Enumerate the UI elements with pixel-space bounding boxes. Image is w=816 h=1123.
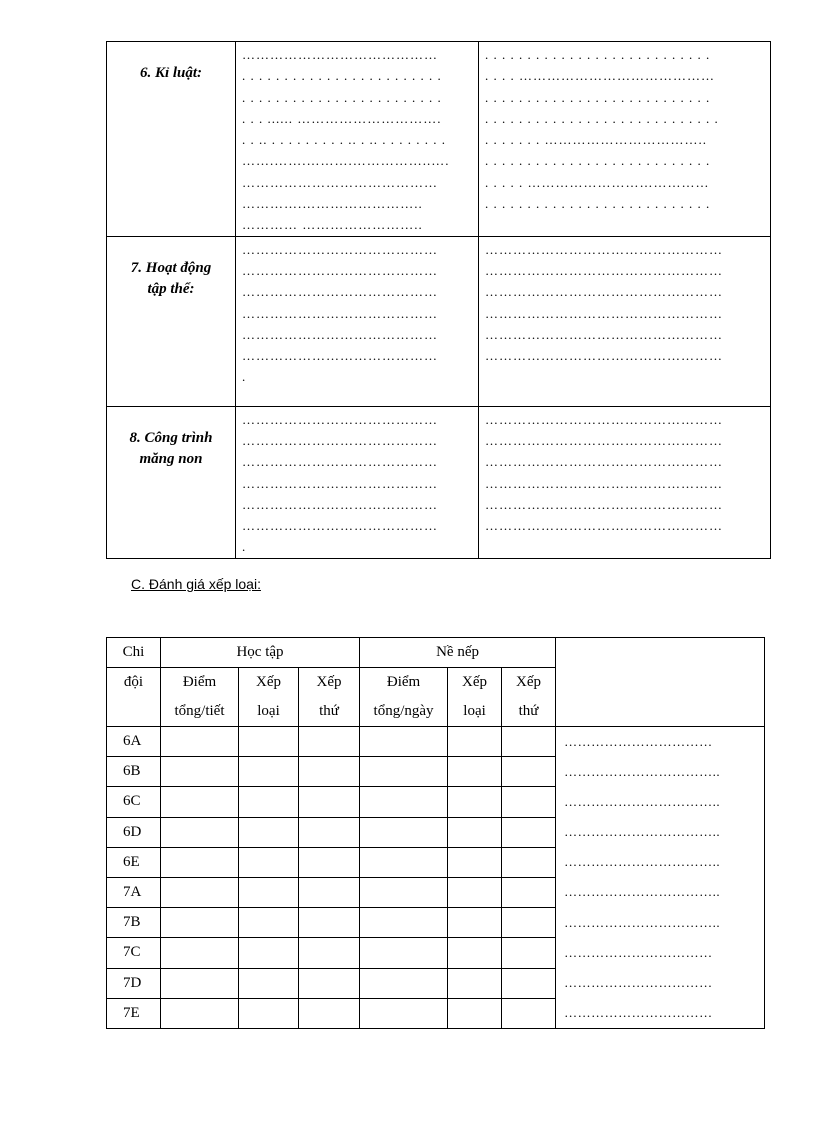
activity-label-line: 8. Công trình	[129, 429, 213, 446]
dotted-line: ……………………………………	[242, 432, 438, 448]
dotted-line: ……………………………………………	[485, 518, 723, 534]
score-cell[interactable]	[239, 938, 299, 968]
activity-table	[106, 41, 771, 559]
score-cell[interactable]	[161, 968, 239, 998]
activity-row	[107, 42, 771, 237]
dotted-line: . . . . . . . . . . . . . . . . . . . . . . . .	[242, 89, 442, 105]
header-tong-ngay: tổng/ngày	[360, 697, 448, 727]
activity-row	[107, 236, 771, 406]
score-cell[interactable]	[448, 757, 502, 787]
score-cell[interactable]	[502, 847, 556, 877]
dotted-line: ……………………………………………	[485, 305, 723, 321]
dotted-line: ……………………………………………	[485, 496, 723, 512]
dotted-line: ……………………………………………	[485, 326, 723, 342]
section-heading: C. Đánh giá xếp loại:	[131, 576, 261, 592]
class-name: 6D	[107, 817, 161, 847]
note-dotted-line: ……………………………..	[564, 854, 721, 870]
dotted-line: . . .. . . . . . . . . . .. . .. . . . . . . . .	[242, 132, 446, 148]
score-cell[interactable]	[299, 847, 360, 877]
dotted-line: .	[242, 369, 247, 385]
dotted-line: . . . . . . . . . . . . . . . . . . . . . . . . . . . .	[485, 110, 719, 126]
class-name: 7C	[107, 938, 161, 968]
score-cell[interactable]	[360, 757, 448, 787]
score-cell[interactable]	[448, 787, 502, 817]
score-cell[interactable]	[161, 757, 239, 787]
dotted-line: . . . . . . . ……………………………..	[485, 132, 707, 148]
header-diem-2: Điểm	[360, 668, 448, 698]
header-thu: thứ	[299, 697, 360, 727]
dotted-line: ……………………………………	[242, 411, 438, 427]
header-loai: loại	[239, 697, 299, 727]
dotted-line: ……………………………………………	[485, 432, 723, 448]
dotted-line: ……………………………………………	[485, 284, 723, 300]
score-cell[interactable]	[239, 727, 299, 757]
dotted-line: ………… ……………………..	[242, 217, 423, 233]
dotted-line: ……………………………………	[242, 241, 438, 257]
dotted-line: . . . . . . . . . . . . . . . . . . . . . . . . . . .	[485, 47, 711, 62]
score-cell[interactable]	[360, 787, 448, 817]
answer-cell-left[interactable]	[236, 406, 479, 558]
score-cell[interactable]	[161, 847, 239, 877]
score-cell[interactable]	[360, 817, 448, 847]
score-cell[interactable]	[360, 908, 448, 938]
score-cell[interactable]	[299, 817, 360, 847]
header-xep-3: Xếp	[448, 668, 502, 698]
note-dotted-line: ……………………………	[564, 944, 713, 960]
activity-label	[107, 236, 236, 406]
score-cell[interactable]	[502, 877, 556, 907]
score-cell[interactable]	[502, 817, 556, 847]
score-cell[interactable]	[239, 817, 299, 847]
note-dotted-line: ……………………………	[564, 1004, 713, 1020]
activity-row	[107, 406, 771, 558]
header-hoc-tap: Học tập	[161, 638, 360, 668]
score-cell[interactable]	[161, 727, 239, 757]
answer-cell-right[interactable]	[479, 406, 771, 558]
score-cell[interactable]	[448, 998, 502, 1028]
score-cell[interactable]	[360, 968, 448, 998]
class-name: 7E	[107, 998, 161, 1028]
answer-cell-left[interactable]	[236, 236, 479, 406]
score-cell[interactable]	[502, 757, 556, 787]
score-cell[interactable]	[448, 968, 502, 998]
score-cell[interactable]	[239, 787, 299, 817]
score-cell[interactable]	[161, 938, 239, 968]
dotted-line: . . . . . . . . . . . . . . . . . . . . . . . . . . .	[485, 196, 711, 212]
header-ne-nep: Nề nếp	[360, 638, 556, 668]
dotted-line: ……………………………………	[242, 518, 438, 534]
dotted-line: ……………………………………………	[485, 241, 723, 257]
dotted-line: ……………………………………	[242, 284, 438, 300]
score-cell[interactable]	[239, 908, 299, 938]
header-xep-4: Xếp	[502, 668, 556, 698]
score-cell[interactable]	[360, 727, 448, 757]
score-cell[interactable]	[448, 727, 502, 757]
score-cell[interactable]	[502, 998, 556, 1028]
score-cell[interactable]	[161, 998, 239, 1028]
score-cell[interactable]	[360, 877, 448, 907]
class-name: 6A	[107, 727, 161, 757]
dotted-line: ……………………………………………	[485, 454, 723, 470]
answer-cell-right[interactable]	[479, 42, 771, 237]
class-name: 7B	[107, 908, 161, 938]
score-cell[interactable]	[299, 938, 360, 968]
note-dotted-line: ……………………………..	[564, 914, 721, 930]
activity-label-line: tập thể:	[147, 280, 195, 297]
score-cell[interactable]	[448, 938, 502, 968]
note-dotted-line: ……………………………..	[564, 764, 721, 780]
class-name: 6C	[107, 787, 161, 817]
score-cell[interactable]	[448, 847, 502, 877]
score-cell[interactable]	[360, 847, 448, 877]
dotted-line: ……………………………………	[242, 454, 438, 470]
activity-label	[107, 406, 236, 558]
score-cell[interactable]	[502, 938, 556, 968]
header-xep-2: Xếp	[299, 668, 360, 698]
dotted-line: ……………………………………	[242, 496, 438, 512]
note-dotted-line: ……………………………..	[564, 884, 721, 900]
class-name: 6E	[107, 847, 161, 877]
answer-cell-right[interactable]	[479, 236, 771, 406]
dotted-line: ……………………………………………	[485, 262, 723, 278]
dotted-line: ……………………………………	[242, 475, 438, 491]
score-cell[interactable]	[239, 877, 299, 907]
dotted-line: . . . . . . . . . . . . . . . . . . . . . . . .	[242, 68, 442, 84]
score-cell[interactable]	[239, 968, 299, 998]
dotted-line: ………….……………………..	[242, 196, 423, 212]
header-tong-tiet: tổng/tiết	[161, 697, 239, 727]
note-dotted-line: ……………………………..	[564, 824, 721, 840]
score-cell[interactable]	[161, 908, 239, 938]
header-note-blank	[556, 638, 765, 727]
score-cell[interactable]	[299, 998, 360, 1028]
dotted-line: . . . . ……………………………………	[485, 68, 715, 84]
dotted-line: . . . . . …………………………………	[485, 174, 710, 190]
score-cell[interactable]	[299, 787, 360, 817]
header-chi-doi: Chi	[107, 638, 161, 668]
score-cell[interactable]	[299, 968, 360, 998]
score-cell[interactable]	[239, 847, 299, 877]
dotted-line: ……………………………………………	[485, 475, 723, 491]
class-name: 7A	[107, 877, 161, 907]
score-cell[interactable]	[161, 877, 239, 907]
score-cell[interactable]	[360, 998, 448, 1028]
dotted-line: ……………………………………	[242, 174, 438, 190]
score-cell[interactable]	[448, 877, 502, 907]
score-cell[interactable]	[448, 817, 502, 847]
activity-label-line: 6. Kỉ luật:	[139, 65, 203, 81]
header-diem-1: Điểm	[161, 668, 239, 698]
dotted-line: ……………………………………	[242, 326, 438, 342]
score-cell[interactable]	[239, 998, 299, 1028]
score-cell[interactable]	[502, 908, 556, 938]
dotted-line: ……………………………………	[242, 47, 438, 62]
score-cell[interactable]	[502, 727, 556, 757]
score-cell[interactable]	[161, 787, 239, 817]
score-cell[interactable]	[239, 757, 299, 787]
dotted-line: . . . ...... ………………………….	[242, 110, 442, 126]
score-cell[interactable]	[299, 727, 360, 757]
score-cell[interactable]	[502, 968, 556, 998]
class-name: 6B	[107, 757, 161, 787]
dotted-line: ……………………………………………	[485, 411, 723, 427]
header-xep-1: Xếp	[239, 668, 299, 698]
header-chi-doi-2: đội	[107, 668, 161, 727]
dotted-line: . . . . . . . . . . . . . . . . . . . . . . . . . . .	[485, 89, 711, 105]
score-cell[interactable]	[299, 757, 360, 787]
header-thu-2: thứ	[502, 697, 556, 727]
note-dotted-line: ……………………………	[564, 974, 713, 990]
score-cell[interactable]	[502, 787, 556, 817]
dotted-line: . . . . . . . . . . . . . . . . . . . . . . . . . . .	[485, 153, 711, 169]
header-loai-2: loại	[448, 697, 502, 727]
score-cell[interactable]	[299, 908, 360, 938]
activity-label	[107, 42, 236, 237]
note-dotted-line: ……………………………	[564, 734, 713, 749]
rating-table	[106, 637, 765, 1029]
score-cell[interactable]	[161, 817, 239, 847]
note-dotted-line: ……………………………..	[564, 794, 721, 810]
score-cell[interactable]	[360, 938, 448, 968]
activity-label-line: 7. Hoạt động	[130, 259, 212, 276]
answer-cell-left[interactable]	[236, 42, 479, 237]
dotted-line: …….…….……….……………..….	[242, 153, 450, 169]
table-row	[107, 727, 765, 757]
dotted-line: .	[242, 539, 247, 555]
dotted-line: ……………………………………	[242, 348, 438, 364]
activity-label-line: măng non	[139, 450, 203, 467]
note-cell[interactable]	[556, 727, 765, 1029]
dotted-line: ……………………………………	[242, 262, 438, 278]
score-cell[interactable]	[448, 908, 502, 938]
dotted-line: ……………………………………	[242, 305, 438, 321]
dotted-line: ……………………………………………	[485, 348, 723, 364]
score-cell[interactable]	[299, 877, 360, 907]
class-name: 7D	[107, 968, 161, 998]
